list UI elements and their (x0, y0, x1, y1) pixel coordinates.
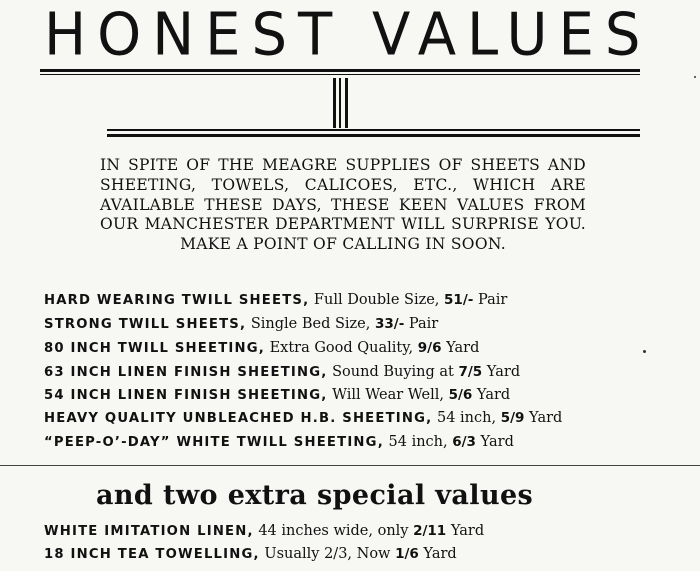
item-price: 5/6 (448, 387, 473, 403)
item-desc: 44 inches wide, only (253, 523, 414, 539)
item-name: 18 INCH TEA TOWELLING, (44, 547, 260, 562)
item-price: 51/- (444, 292, 474, 308)
item-unit: Yard (524, 410, 563, 426)
list-item (44, 339, 479, 358)
item-name: 63 INCH LINEN FINISH SHEETING, (44, 365, 328, 380)
list-item (44, 363, 520, 382)
item-unit: Yard (472, 387, 511, 403)
item-unit: Yard (482, 364, 521, 380)
item-unit: Yard (441, 340, 480, 356)
print-speck (694, 76, 696, 78)
item-name: STRONG TWILL SHEETS, (44, 317, 247, 332)
item-desc: 54 inch, (432, 410, 501, 426)
item-price: 7/5 (458, 364, 483, 380)
intro-rule-top (107, 129, 640, 131)
list-item (44, 409, 562, 428)
list-item (44, 545, 457, 564)
list-item (44, 386, 510, 405)
intro-rule-bottom (107, 134, 640, 137)
ornament-bar-right (345, 78, 348, 128)
item-desc: Will Wear Well, (327, 387, 449, 403)
item-unit: Yard (418, 546, 457, 562)
item-name: 54 INCH LINEN FINISH SHEETING, (44, 388, 328, 403)
subhead: and two extra special values (96, 480, 534, 511)
item-unit: Yard (446, 523, 485, 539)
item-name: HARD WEARING TWILL SHEETS, (44, 293, 310, 308)
item-name: HEAVY QUALITY UNBLEACHED H.B. SHEETING, (44, 411, 433, 426)
section-divider (0, 465, 700, 466)
list-item (44, 522, 484, 541)
item-unit: Pair (404, 316, 439, 332)
headline-rule-bottom (40, 74, 640, 75)
item-name: WHITE IMITATION LINEN, (44, 524, 254, 539)
item-desc: Full Double Size, (309, 292, 445, 308)
item-unit: Pair (473, 292, 508, 308)
item-price: 2/11 (413, 523, 447, 539)
item-price: 6/3 (452, 434, 476, 450)
list-item (44, 433, 514, 452)
item-price: 33/- (374, 316, 405, 332)
print-speck (643, 350, 646, 353)
item-desc: Single Bed Size, (246, 316, 375, 332)
item-desc: Extra Good Quality, (264, 340, 418, 356)
ornament-bar-left (333, 78, 336, 128)
item-price: 9/6 (417, 340, 442, 356)
ornament-bar-mid (339, 78, 341, 128)
item-name: “PEEP-O’-DAY” WHITE TWILL SHEETING, (44, 435, 384, 450)
item-price: 1/6 (395, 546, 419, 562)
item-unit: Yard (475, 434, 514, 450)
item-name: 80 INCH TWILL SHEETING, (44, 341, 265, 356)
intro-paragraph: IN SPITE OF THE MEAGRE SUPPLIES OF SHEETS AND SHEETING, TOWELS, CALICOES, ETC., WHICH ARE AVAILABLE THESE DAYS, THESE KEEN VALUES FROM OUR MANCHESTER DEPARTMENT WILL SURPRISE YOU. MAKE A POINT OF CALLING IN SOON. (100, 156, 586, 254)
list-item (44, 291, 507, 310)
item-price: 5/9 (500, 410, 525, 426)
item-desc: Usually 2/3, Now (259, 546, 396, 562)
headline: HONEST VALUES (44, 0, 652, 70)
item-desc: Sound Buying at (327, 364, 459, 380)
list-item (44, 315, 438, 334)
headline-rule-top (40, 69, 640, 72)
item-desc: 54 inch, (383, 434, 453, 450)
